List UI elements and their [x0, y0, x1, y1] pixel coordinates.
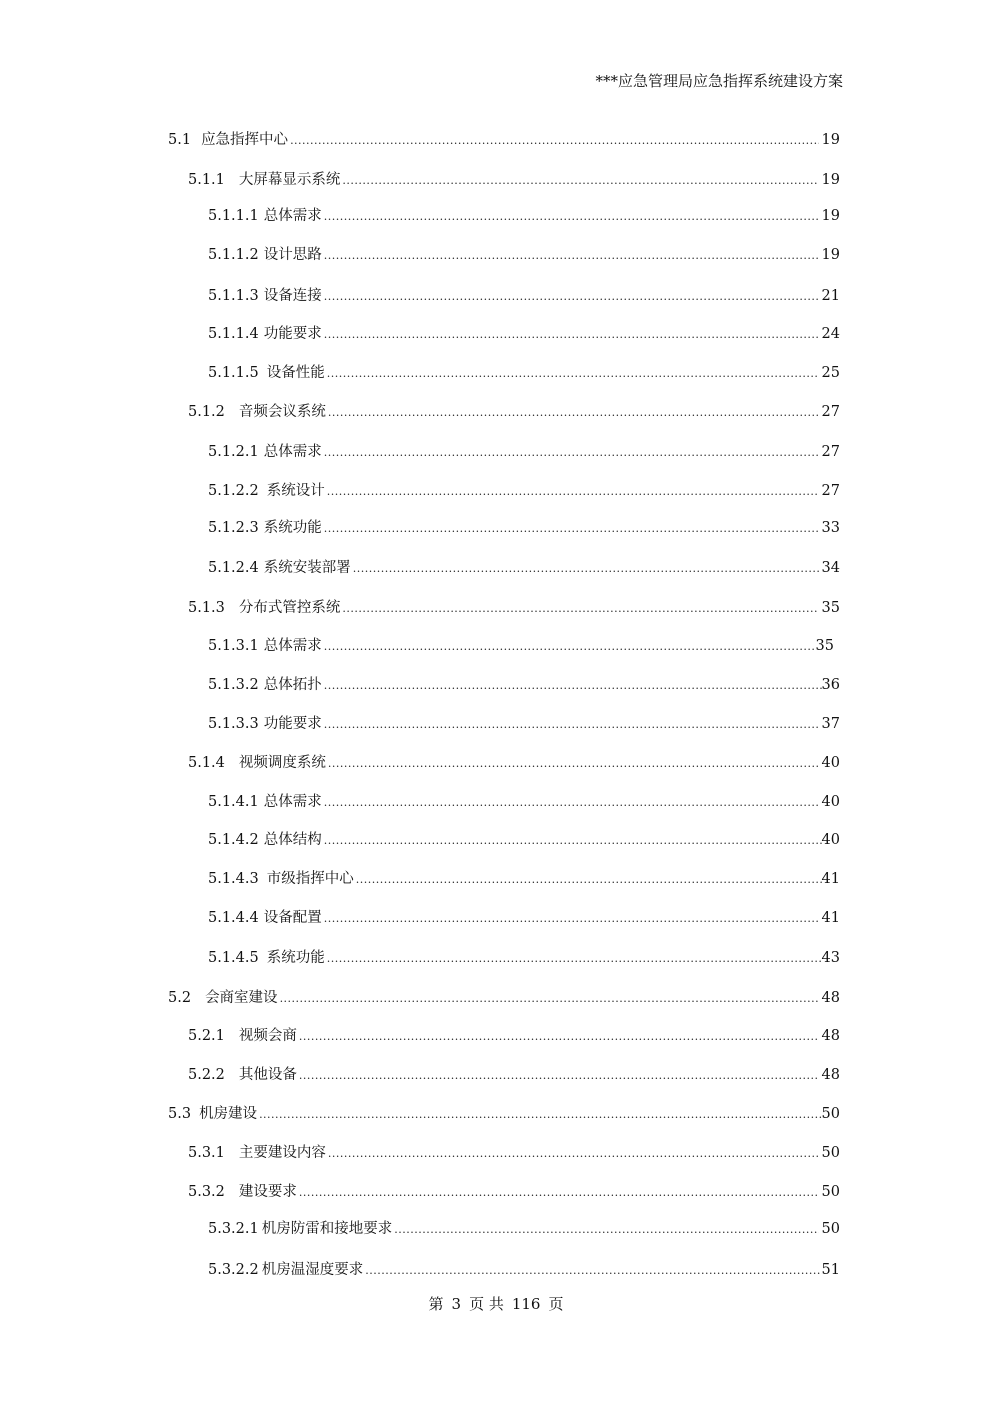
toc-entry-page: 19 — [821, 132, 840, 148]
toc-entry-number: 5.2.2 — [188, 1067, 225, 1083]
toc-entry-number: 5.1.1 — [188, 172, 225, 188]
toc-entry-title: 总体需求 — [263, 638, 322, 654]
toc-entry-title: 机房建设 — [199, 1106, 258, 1122]
toc-entry-page: 51 — [821, 1262, 840, 1278]
toc-leader-dots — [280, 989, 819, 1009]
toc-entry-number: 5.3 — [168, 1106, 192, 1122]
toc-entry-title: 设备连接 — [263, 288, 322, 304]
toc-entry-page: 34 — [821, 560, 840, 576]
toc-entry-number: 5.1.3.2 — [208, 677, 259, 693]
toc-entry-title: 主要建设内容 — [238, 1145, 326, 1161]
toc-leader-dots — [299, 1183, 819, 1203]
toc-entry-page: 27 — [821, 444, 840, 460]
toc-entry-number: 5.1.4.4 — [208, 910, 259, 926]
toc-entry[interactable] — [208, 558, 840, 579]
toc-entry-page: 50 — [821, 1145, 840, 1161]
toc-entry-page: 37 — [821, 716, 840, 732]
toc-entry-title: 大屏幕显示系统 — [238, 172, 341, 188]
toc-entry-page: 48 — [821, 1067, 840, 1083]
toc-entry[interactable] — [208, 869, 840, 890]
toc-leader-dots — [324, 831, 822, 851]
toc-entry-title: 总体拓扑 — [263, 677, 322, 693]
toc-entry-title: 总体结构 — [263, 832, 322, 848]
toc-entry-page: 40 — [821, 755, 840, 771]
toc-entry[interactable] — [208, 948, 840, 969]
toc-leader-dots — [259, 1105, 821, 1125]
toc-entry-number: 5.1.2.3 — [208, 520, 259, 536]
toc-leader-dots — [327, 482, 819, 502]
toc-leader-dots — [328, 754, 819, 774]
toc-entry-title: 设计思路 — [263, 247, 322, 263]
toc-leader-dots — [324, 676, 822, 696]
toc-entry[interactable] — [208, 206, 840, 227]
toc-entry-title: 机房防雷和接地要求 — [261, 1221, 393, 1237]
toc-entry-page: 36 — [821, 677, 840, 693]
footer-current-page: 3 — [451, 1295, 462, 1313]
toc-entry-title: 视频会商 — [238, 1028, 297, 1044]
toc-leader-dots — [324, 909, 819, 929]
toc-entry-title: 分布式管控系统 — [238, 600, 341, 616]
toc-leader-dots — [342, 599, 818, 619]
toc-entry-number: 5.1.2.2 — [208, 483, 259, 499]
toc-entry[interactable] — [208, 481, 840, 502]
toc-entry-title: 设备配置 — [263, 910, 322, 926]
toc-entry-number: 5.3.2 — [188, 1184, 225, 1200]
toc-entry-title: 总体需求 — [263, 794, 322, 810]
toc-leader-dots — [324, 287, 819, 307]
toc-entry-page: 50 — [821, 1221, 840, 1237]
document-header-title: ***应急管理局应急指挥系统建设方案 — [595, 72, 843, 90]
toc-entry[interactable] — [208, 1260, 840, 1281]
page-footer — [0, 1293, 992, 1314]
toc-entry-number: 5.1.1.5 — [208, 365, 259, 381]
toc-leader-dots — [324, 443, 819, 463]
toc-entry[interactable] — [208, 636, 834, 657]
toc-entry-page: 19 — [821, 172, 840, 188]
toc-entry-page: 50 — [821, 1106, 840, 1122]
toc-entry-title: 视频调度系统 — [238, 755, 326, 771]
toc-entry[interactable] — [188, 1182, 840, 1203]
toc-leader-dots — [324, 715, 819, 735]
toc-entry-page: 48 — [821, 1028, 840, 1044]
toc-entry[interactable] — [208, 675, 840, 696]
toc-leader-dots — [365, 1261, 821, 1281]
toc-entry-number: 5.2 — [168, 990, 192, 1006]
toc-entry-number: 5.3.2.2 — [208, 1262, 259, 1278]
toc-leader-dots — [324, 793, 819, 813]
toc-entry-number: 5.1.4.3 — [208, 871, 259, 887]
toc-entry[interactable] — [208, 286, 840, 307]
toc-entry[interactable] — [188, 170, 840, 191]
toc-entry[interactable] — [208, 714, 840, 735]
toc-entry-number: 5.1.4.5 — [208, 950, 259, 966]
toc-entry-title: 其他设备 — [238, 1067, 297, 1083]
toc-entry-page: 40 — [821, 832, 840, 848]
toc-entry-number: 5.3.1 — [188, 1145, 225, 1161]
toc-entry-page: 25 — [821, 365, 840, 381]
toc-entry-title: 应急指挥中心 — [201, 132, 289, 148]
toc-entry-page: 41 — [821, 871, 840, 887]
toc-entry[interactable] — [168, 988, 840, 1009]
toc-entry-page: 33 — [821, 520, 840, 536]
toc-entry-page: 21 — [821, 288, 840, 304]
toc-leader-dots — [299, 1027, 819, 1047]
toc-entry-title: 功能要求 — [263, 326, 322, 342]
toc-entry-page: 35 — [815, 638, 834, 654]
toc-entry-title: 建设要求 — [238, 1184, 297, 1200]
toc-leader-dots — [328, 1144, 819, 1164]
toc-entry-number: 5.1.4.1 — [208, 794, 259, 810]
toc-entry-page: 43 — [821, 950, 840, 966]
toc-entry-number: 5.1 — [168, 132, 192, 148]
toc-entry-title: 设备性能 — [266, 365, 325, 381]
toc-entry-page: 24 — [821, 326, 840, 342]
toc-entry[interactable] — [208, 830, 840, 851]
toc-leader-dots — [353, 559, 819, 579]
toc-entry[interactable] — [208, 442, 840, 463]
toc-leader-dots — [324, 519, 819, 539]
toc-entry[interactable] — [208, 518, 840, 539]
toc-entry-title: 系统安装部署 — [263, 560, 351, 576]
toc-leader-dots — [327, 949, 822, 969]
toc-entry-title: 系统功能 — [266, 950, 325, 966]
toc-entry[interactable] — [208, 324, 840, 345]
toc-entry-title: 音频会议系统 — [238, 404, 326, 420]
toc-leader-dots — [342, 171, 818, 191]
toc-entry-title: 会商室建设 — [205, 990, 278, 1006]
toc-entry[interactable] — [188, 1065, 840, 1086]
toc-leader-dots — [324, 207, 819, 227]
toc-entry-number: 5.1.1.2 — [208, 247, 259, 263]
toc-entry[interactable] — [188, 598, 840, 619]
toc-leader-dots — [356, 870, 822, 890]
toc-entry-title: 机房温湿度要求 — [261, 1262, 364, 1278]
toc-entry-number: 5.1.1.1 — [208, 208, 259, 224]
toc-entry-number: 5.1.2.4 — [208, 560, 259, 576]
toc-entry-page: 19 — [821, 208, 840, 224]
toc-entry-title: 功能要求 — [263, 716, 322, 732]
toc-entry-title: 总体需求 — [263, 208, 322, 224]
toc-entry[interactable] — [188, 753, 840, 774]
toc-leader-dots — [327, 364, 819, 384]
toc-entry[interactable] — [188, 1026, 840, 1047]
toc-entry[interactable] — [168, 1104, 840, 1125]
toc-entry-number: 5.1.2.1 — [208, 444, 259, 460]
toc-entry-title: 总体需求 — [263, 444, 322, 460]
toc-entry[interactable] — [208, 363, 840, 384]
toc-leader-dots — [324, 637, 816, 657]
toc-entry-number: 5.1.2 — [188, 404, 225, 420]
footer-total-pages: 116 — [511, 1295, 541, 1313]
footer-middle: 页 共 — [469, 1295, 504, 1313]
toc-entry-number: 5.1.3.3 — [208, 716, 259, 732]
toc-entry-number: 5.1.4 — [188, 755, 225, 771]
toc-entry[interactable] — [188, 402, 840, 423]
toc-entry-number: 5.1.1.4 — [208, 326, 259, 342]
toc-entry[interactable] — [208, 908, 840, 929]
toc-entry-page: 50 — [821, 1184, 840, 1200]
toc-leader-dots — [290, 131, 818, 151]
footer-prefix: 第 — [428, 1295, 444, 1313]
toc-entry-number: 5.1.1.3 — [208, 288, 259, 304]
toc-leader-dots — [324, 325, 819, 345]
footer-suffix: 页 — [548, 1295, 564, 1313]
toc-entry-number: 5.1.3 — [188, 600, 225, 616]
toc-leader-dots — [328, 403, 819, 423]
toc-entry-title: 系统功能 — [263, 520, 322, 536]
toc-leader-dots — [324, 246, 819, 266]
toc-entry-page: 27 — [821, 404, 840, 420]
toc-leader-dots — [299, 1066, 819, 1086]
toc-entry-number: 5.2.1 — [188, 1028, 225, 1044]
toc-entry-page: 48 — [821, 990, 840, 1006]
toc-entry-page: 35 — [821, 600, 840, 616]
toc-entry[interactable] — [208, 792, 840, 813]
toc-entry-title: 市级指挥中心 — [266, 871, 354, 887]
toc-entry[interactable] — [168, 130, 840, 151]
toc-entry-number: 5.1.3.1 — [208, 638, 259, 654]
toc-entry[interactable] — [188, 1143, 840, 1164]
toc-entry-page: 40 — [821, 794, 840, 810]
toc-entry-number: 5.1.4.2 — [208, 832, 259, 848]
toc-entry[interactable] — [208, 245, 840, 266]
toc-entry-page: 41 — [821, 910, 840, 926]
toc-leader-dots — [394, 1220, 818, 1240]
toc-entry-page: 27 — [821, 483, 840, 499]
toc-entry-title: 系统设计 — [266, 483, 325, 499]
toc-entry[interactable] — [208, 1219, 840, 1240]
toc-entry-page: 19 — [821, 247, 840, 263]
toc-entry-number: 5.3.2.1 — [208, 1221, 259, 1237]
